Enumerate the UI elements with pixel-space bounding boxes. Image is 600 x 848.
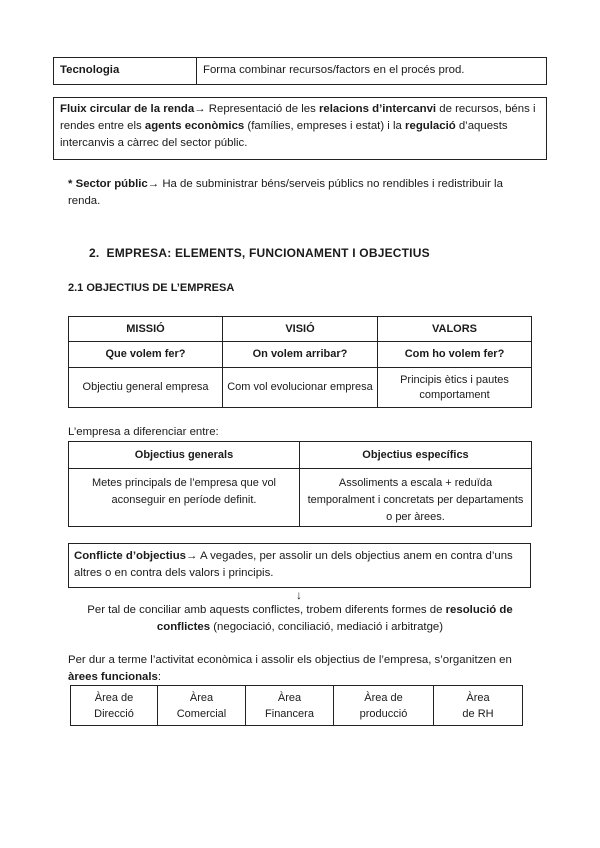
mvv-answer-missio: Objectiu general empresa	[69, 368, 223, 408]
objectius-generals-header: Objectius generals	[69, 442, 300, 469]
mvv-table	[68, 316, 532, 408]
fluix-bold-3: regulació	[405, 120, 456, 132]
arees-row	[71, 686, 523, 726]
fluix-text-2: de recursos, béns i rendes entre els	[60, 103, 536, 132]
objectius-body-row	[69, 469, 532, 527]
area-comercial-line1: Àrea	[189, 691, 214, 704]
fluix-circular-box	[53, 97, 547, 160]
mvv-header-valors: VALORS	[378, 317, 532, 342]
arees-intro-text-1: Per dur a terme l’activitat econòmica i assolir els objectius de l’empresa, s’organitzen en	[68, 654, 512, 666]
area-direccio-line1: Àrea de	[94, 691, 134, 704]
resolucio-text-1: Per tal de conciliar amb aquests conflictes, trobem diferents formes de	[87, 604, 446, 616]
area-rh-line1: Àrea	[466, 691, 490, 704]
area-rh-cell	[434, 686, 523, 726]
fluix-bold-2: agents econòmics	[144, 120, 245, 132]
fluix-title: Fluix circular de la renda	[60, 103, 195, 115]
conflicte-title: Conflicte d’objectius	[74, 550, 187, 562]
arees-table	[70, 685, 523, 726]
resolucio-text-2: (negociació, conciliació, mediació i arbitratge)	[210, 621, 444, 633]
tecnologia-table	[53, 57, 547, 85]
conflicte-box	[68, 543, 531, 588]
resolucio-paragraph	[62, 602, 538, 636]
sector-arrow: →	[147, 178, 160, 190]
objectius-especifics-header: Objectius específics	[300, 442, 532, 469]
area-financera-line2: Financera	[265, 707, 314, 720]
objectius-header-row	[69, 442, 532, 469]
fluix-text-1: Representació de les	[205, 103, 319, 115]
area-financera-cell	[246, 686, 334, 726]
area-produccio-line1: Àrea de	[364, 691, 403, 704]
section-2-heading	[89, 246, 430, 260]
diferenciar-text: L’empresa a diferenciar entre:	[68, 426, 219, 438]
mvv-answer-visio: Com vol evolucionar empresa	[223, 368, 378, 408]
mvv-answer-valors: Principis ètics i pautes comportament	[378, 368, 532, 408]
conflicte-text: A vegades, per assolir un dels objectius anem en contra d’uns altres o en contra dels valors i principis.	[74, 550, 513, 579]
mvv-question-row	[69, 342, 532, 368]
arees-intro-paragraph	[68, 652, 536, 686]
fluix-text-3: (famílies, empreses i estat) i la	[244, 120, 406, 132]
fluix-text-4: d’aquests intercanvis a càrrec del sector públic.	[60, 120, 508, 149]
arees-intro-text-2: :	[157, 671, 162, 683]
area-comercial-cell	[158, 686, 246, 726]
area-produccio-cell	[334, 686, 434, 726]
area-comercial-line2: Comercial	[176, 707, 227, 720]
sector-text: Ha de subministrar béns/serveis públics no rendibles i redistribuir la renda.	[68, 178, 503, 207]
mvv-header-visio: VISIÓ	[223, 317, 378, 342]
mvv-question-valors: Com ho volem fer?	[378, 342, 532, 368]
mvv-answer-row	[69, 368, 532, 408]
area-direccio-line2: Direcció	[94, 707, 134, 720]
fluix-bold-1: relacions d’intercanvi	[318, 103, 437, 115]
mvv-header-row	[69, 317, 532, 342]
area-rh-line2: de RH	[462, 707, 494, 720]
resolucio-bold: resolució de conflictes	[156, 604, 513, 633]
section-2-title: EMPRESA: ELEMENTS, FUNCIONAMENT I OBJECTIUS	[106, 246, 430, 260]
sector-public-paragraph	[68, 176, 538, 210]
tecnologia-value: Forma combinar recursos/factors en el procés prod.	[203, 64, 465, 76]
area-direccio-cell	[71, 686, 158, 726]
mvv-question-visio: On volem arribar?	[223, 342, 378, 368]
area-financera-line1: Àrea	[277, 691, 302, 704]
objectius-table	[68, 441, 532, 527]
section-2-number: 2.	[89, 246, 100, 260]
fluix-arrow: →	[194, 103, 206, 115]
arees-intro-bold: àrees funcionals	[68, 671, 158, 683]
objectius-generals-cell: Metes principals de l’empresa que vol aconseguir en període definit.	[69, 469, 300, 527]
section-2-1-heading: 2.1 OBJECTIUS DE L’EMPRESA	[68, 282, 235, 294]
area-produccio-line2: producció	[359, 707, 408, 720]
conflicte-arrow: →	[186, 550, 198, 562]
down-arrow-icon: ↓	[296, 588, 302, 602]
mvv-header-missio: MISSIÓ	[69, 317, 223, 342]
sector-title: * Sector públic	[68, 178, 148, 190]
objectius-especifics-cell: Assoliments a escala + reduïda temporalment i concretats per departaments o per àrees.	[300, 469, 532, 527]
mvv-question-missio: Que volem fer?	[69, 342, 223, 368]
tecnologia-label: Tecnologia	[54, 58, 197, 84]
